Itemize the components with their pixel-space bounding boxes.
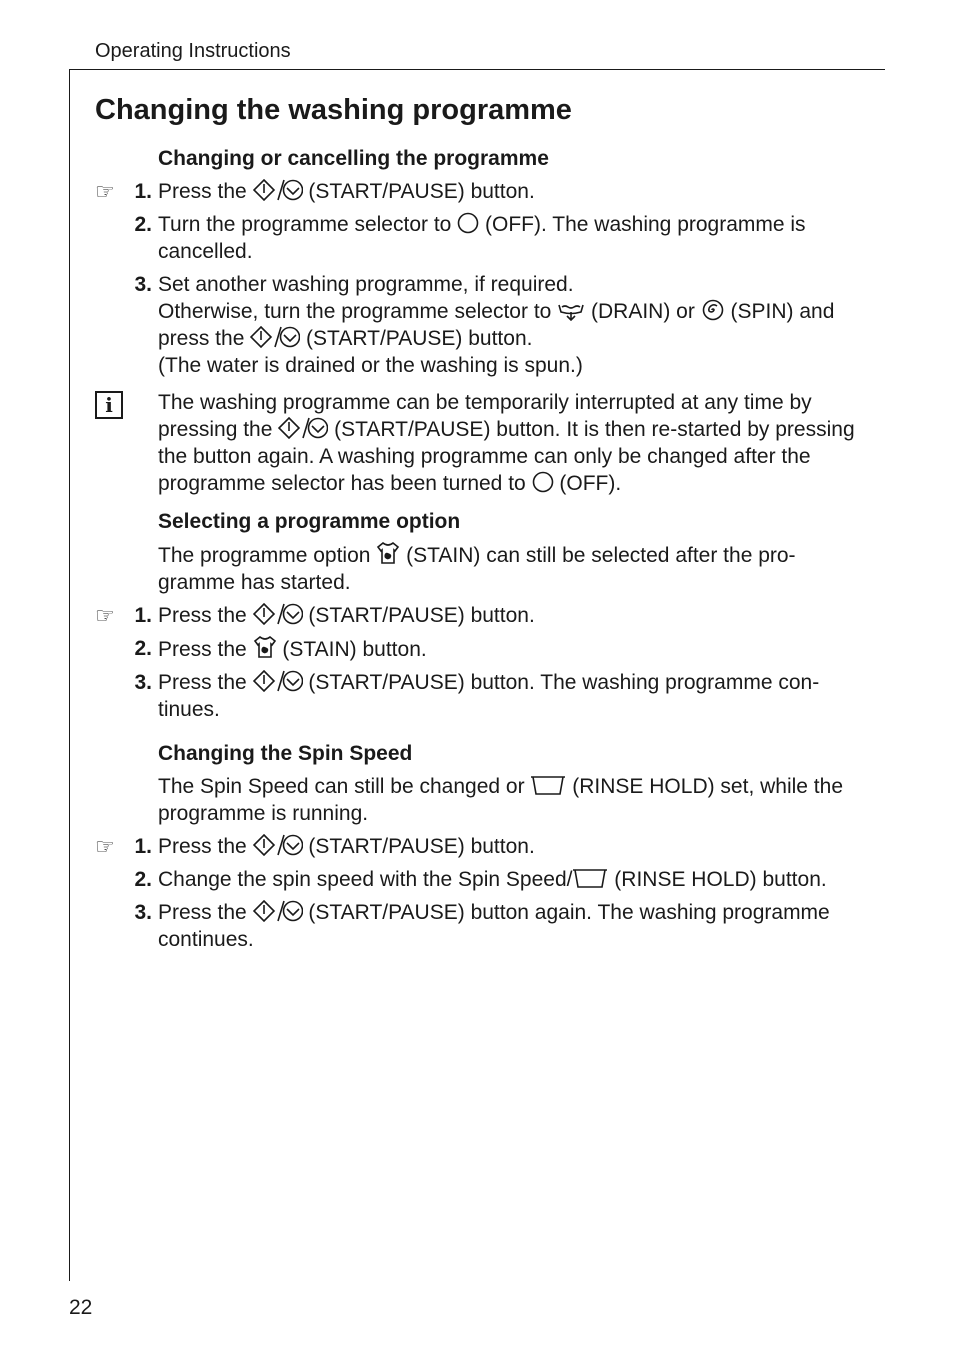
- info-note: i The washing programme can be temporarily interrupted at any time by pressing the (START/PAUSE) button. It is then re-started by pressing the button again. A washing programme can only be changed after the programme selector has been turned to (OFF).: [158, 389, 870, 497]
- start-pause-icon: [278, 417, 328, 439]
- rinse-hold-icon: [572, 867, 608, 889]
- section-intro: The Spin Speed can still be changed or (RINSE HOLD) set, while the programme is running.: [158, 775, 844, 825]
- step-text: Set another washing programme, if required. Otherwise, turn the programme selector to (DRAIN) or (SPIN) and press the (START/PAUSE) button. (The water is drained or the washing is spun.): [158, 273, 835, 377]
- list-item: [95, 899, 870, 953]
- pointing-hand-icon: ☞: [95, 603, 115, 628]
- pointing-hand-icon: ☞: [95, 834, 115, 859]
- step-text: Press the (START/PAUSE) button.: [158, 604, 535, 627]
- list-item: [95, 833, 870, 860]
- step-number: 1.: [134, 604, 152, 627]
- info-icon: i: [95, 391, 123, 419]
- step-number: 2.: [134, 637, 152, 660]
- page-title: Changing the washing programme: [95, 94, 572, 126]
- step-number: 3.: [134, 901, 152, 924]
- list-item: [95, 211, 870, 265]
- step-number: 2.: [134, 213, 152, 236]
- start-pause-icon: [250, 326, 300, 348]
- stain-icon: [253, 635, 277, 659]
- header-label: Operating Instructions: [95, 40, 291, 62]
- left-rule: [69, 69, 70, 1281]
- stain-icon: [376, 541, 400, 565]
- list-item: [95, 866, 870, 893]
- step-text: Press the (START/PAUSE) button. The washing programme con-tinues.: [158, 671, 820, 721]
- top-rule: [69, 69, 885, 70]
- pointing-hand-icon: ☞: [95, 179, 115, 204]
- start-pause-icon: [253, 900, 303, 922]
- spin-icon: [701, 299, 725, 321]
- content: [95, 144, 870, 959]
- step-number: 1.: [134, 180, 152, 203]
- list-item: [95, 178, 870, 205]
- step-text: Change the spin speed with the Spin Speed/ (RINSE HOLD) button.: [158, 868, 827, 891]
- start-pause-icon: [253, 603, 303, 625]
- start-pause-icon: [253, 670, 303, 692]
- step-number: 2.: [134, 868, 152, 891]
- section-heading-programme-option: Selecting a programme option: [158, 510, 461, 533]
- start-pause-icon: [253, 179, 303, 201]
- off-circle-icon: [532, 471, 554, 493]
- step-text: Press the (STAIN) button.: [158, 635, 870, 663]
- section-heading-spin-speed: Changing the Spin Speed: [158, 742, 413, 765]
- step-text: Turn the programme selector to (OFF). The washing programme is cancelled.: [158, 213, 806, 263]
- list-item: [95, 635, 870, 663]
- list-item: [95, 669, 870, 723]
- off-circle-icon: [457, 212, 479, 234]
- step-number: 3.: [134, 273, 152, 296]
- page-number: 22: [69, 1296, 93, 1319]
- section-heading-changing-cancelling: Changing or cancelling the programme: [158, 147, 549, 170]
- section-intro: The programme option (STAIN) can still be selected after the pro-gramme has started.: [158, 541, 870, 596]
- list-item: [95, 602, 870, 629]
- list-item: [95, 271, 870, 379]
- start-pause-icon: [253, 834, 303, 856]
- step-text: Press the (START/PAUSE) button again. The washing programme continues.: [158, 901, 830, 951]
- step-number: 3.: [134, 671, 152, 694]
- step-text: Press the (START/PAUSE) button.: [158, 835, 535, 858]
- rinse-hold-icon: [530, 774, 566, 796]
- step-text: Press the (START/PAUSE) button.: [158, 180, 535, 203]
- step-number: 1.: [134, 835, 152, 858]
- drain-icon: [557, 299, 585, 321]
